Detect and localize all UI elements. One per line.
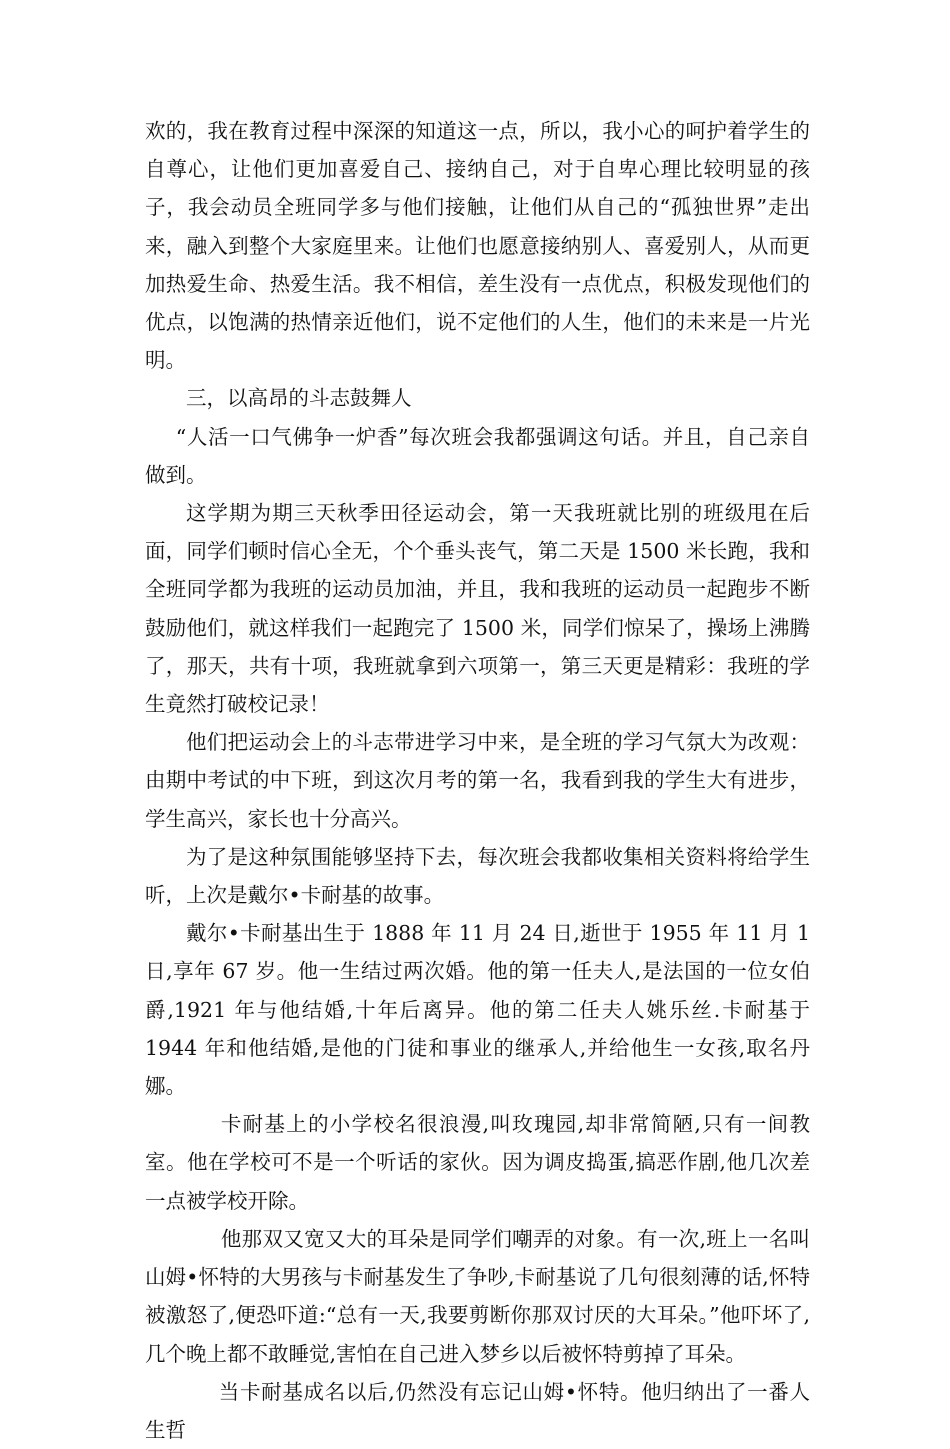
paragraph-motto: “人活一口气佛争一炉香”每次班会我都强调这句话。并且，自己亲自做到。 (145, 424, 810, 487)
paragraph-study-spirit: 他们把运动会上的斗志带进学习中来，是全班的学习气氛大为改观：由期中考试的中下班，到这次月考的第一名，我看到我的学生大有进步，学生高兴，家长也十分高兴。 (145, 730, 810, 831)
section-heading-3: 三，以高昂的斗志鼓舞人 (186, 386, 412, 411)
paragraph-class-meeting: 为了是这种氛围能够坚持下去，每次班会我都收集相关资料将给学生听，上次是戴尔•卡耐基的故事。 (145, 844, 810, 908)
document-page (145, 112, 810, 1449)
paragraph-carnegie-fame: 当卡耐基成名以后,仍然没有忘记山姆•怀特。他归纳出了一番人生哲 (145, 1379, 810, 1442)
paragraph-carnegie-school: 卡耐基上的小学校名很浪漫,叫玫瑰园,却非常简陋,只有一间教室。他在学校可不是一个听话的家伙。因为调皮捣蛋,搞恶作剧,他几次差一点被学校开除。 (145, 1112, 810, 1213)
paragraph-self-esteem-end: 欢的，我在教育过程中深深的知道这一点，所以，我小心的呵护着学生的自尊心，让他们更加喜爱自己、接纳自己，对于自卑心理比较明显的孩子，我会动员全班同学多与他们接触，让他们从自己的“孤独世界”走出来，融入到整个大家庭里来。让他们也愿意接纳别人、喜爱别人，从而更加热爱生命、热爱生活。我不相信，差生没有一点优点，积极发现他们的优点，以饱满的热情亲近他们，说不定他们的人生，他们的未来是一片光明。 (145, 119, 810, 373)
paragraph-carnegie-bio: 戴尔•卡耐基出生于 1888 年 11 月 24 日,逝世于 1955 年 11 月 1 日,享年 67 岁。他一生结过两次婚。他的第一任夫人,是法国的一位女伯爵,1921 年与他结婚,十年后离异。他的第二任夫人姚乐丝.卡耐基于 1944 年和他结婚,是他的门徒和事业的继承人,并给他生一女孩,取名丹娜。 (145, 921, 810, 1099)
paragraph-carnegie-ears: 他那双又宽又大的耳朵是同学们嘲弄的对象。有一次,班上一名叫山姆•怀特的大男孩与卡耐基发生了争吵,卡耐基说了几句很刻薄的话,怀特被激怒了,便恐吓道:“总有一天,我要剪断你那双讨厌的大耳朵。”他吓坏了,几个晚上都不敢睡觉,害怕在自己进入梦乡以后被怀特剪掉了耳朵。 (145, 1226, 810, 1366)
paragraph-sports-meet: 这学期为期三天秋季田径运动会，第一天我班就比别的班级甩在后面，同学们顿时信心全无，个个垂头丧气，第二天是 1500 米长跑，我和全班同学都为我班的运动员加油，并且，我和我班的运动员一起跑步不断鼓励他们，就这样我们一起跑完了 1500 米，同学们惊呆了，操场上沸腾了，那天，共有十项，我班就拿到六项第一，第三天更是精彩：我班的学生竟然打破校记录！ (145, 501, 810, 717)
